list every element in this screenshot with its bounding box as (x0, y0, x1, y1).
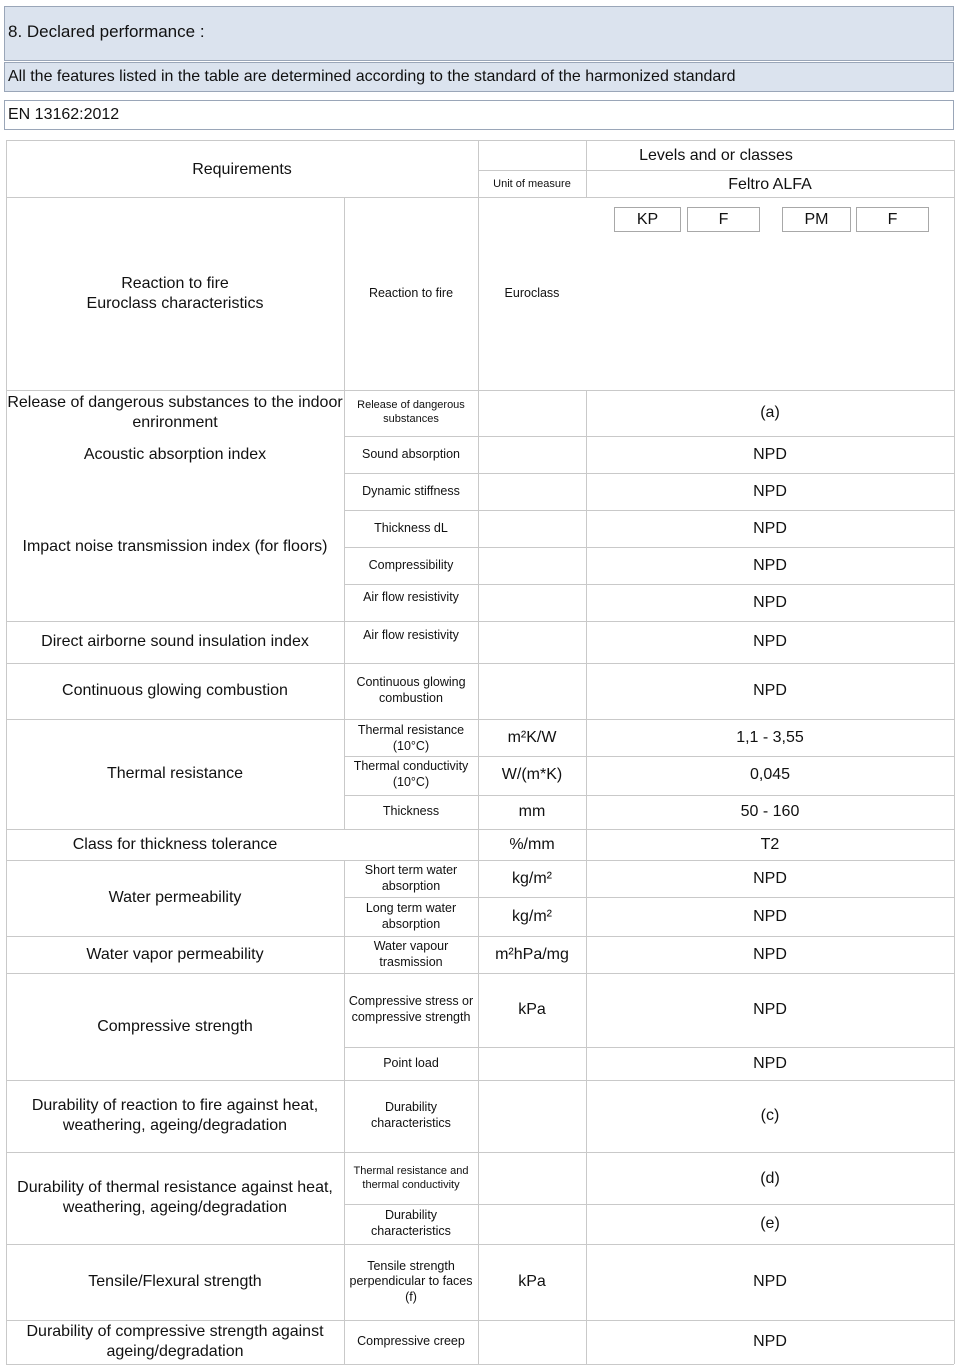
req-compressive-strength: Compressive strength (97, 1017, 253, 1035)
unit-header: Unit of measure (493, 177, 571, 190)
value-durability-thermal-e: (e) (760, 1215, 780, 1232)
char-compressive-creep: Compressive creep (357, 1334, 465, 1349)
char-reaction-to-fire: Reaction to fire (368, 286, 454, 301)
unit-thermal-conductivity: W/(m*K) (501, 765, 563, 783)
req-compressive-creep: Durability of compressive strength against ageing/degradation (26, 1323, 324, 1360)
section-title: 8. Declared performance : (8, 22, 205, 42)
char-short-term-water: Short term water absorption (364, 863, 458, 893)
unit-thickness-tolerance: %/mm (509, 835, 555, 853)
req-dangerous-substances: Release of dangerous substances to the indoor enrironment (7, 394, 343, 431)
char-water-vapour: Water vapour trasmission (373, 939, 449, 969)
table-rule (6, 1364, 954, 1365)
value-point-load: NPD (753, 1054, 787, 1072)
req-thickness-tolerance: Class for thickness tolerance (72, 835, 278, 853)
value-air-flow-resistivity: NPD (753, 593, 787, 611)
char-glowing-combustion: Continuous glowing combustion (356, 675, 466, 705)
unit-euroclass: Euroclass (504, 286, 560, 301)
char-air-flow-resistivity: Air flow resistivity (363, 590, 459, 605)
value-compressibility: NPD (753, 556, 787, 574)
char-dynamic-stiffness: Dynamic stiffness (362, 483, 460, 498)
req-acoustic-absorption: Acoustic absorption index (83, 445, 267, 463)
product-name: Feltro ALFA (728, 175, 812, 193)
value-thickness: 50 - 160 (740, 803, 800, 820)
class-pm: PM (782, 207, 851, 232)
class-f-2: F (856, 207, 929, 232)
char-thermal-res-cond: Thermal resistance and thermal conductivity (353, 1165, 469, 1191)
req-thermal-resistance: Thermal resistance (106, 765, 244, 782)
char-sound-absorption: Sound absorption (362, 446, 460, 461)
req-water-permeability: Water permeability (108, 889, 242, 906)
value-long-term-water: NPD (753, 907, 787, 925)
char-tensile-strength: Tensile strength perpendicular to faces (f) (349, 1258, 473, 1304)
char-thermal-conductivity: Thermal conductivity (10°C) (353, 759, 469, 789)
unit-long-term-water: kg/m² (512, 907, 552, 925)
char-point-load: Point load (383, 1055, 439, 1070)
class-kp: KP (614, 207, 681, 232)
value-compressive-stress: NPD (753, 1001, 787, 1018)
char-dangerous-substances: Release of dangerous substances (357, 399, 465, 425)
value-thermal-conductivity: 0,045 (749, 765, 791, 783)
value-tensile-strength: NPD (753, 1273, 787, 1290)
value-glowing-combustion: NPD (753, 682, 787, 699)
char-durability-characteristics: Durability characteristics (371, 1208, 451, 1238)
char-compressive-stress: Compressive stress or compressive strength (348, 994, 474, 1024)
req-reaction-to-fire: Reaction to fire Euroclass characteristics (86, 275, 264, 312)
standard-note: All the features listed in the table are determined according to the standard of the harmonized standard (8, 68, 736, 85)
unit-tensile-strength: kPa (518, 1273, 546, 1290)
value-water-vapour: NPD (753, 945, 787, 963)
char-durability-fire: Durability characteristics (371, 1100, 451, 1130)
req-glowing-combustion: Continuous glowing combustion (62, 682, 288, 699)
req-durability-fire: Durability of reaction to fire against heat, weathering, ageing/degradation (31, 1097, 319, 1134)
req-durability-thermal: Durability of thermal resistance against heat, weathering, ageing/degradation (17, 1179, 333, 1216)
value-thickness-dl: NPD (753, 519, 787, 537)
standard-code: EN 13162:2012 (8, 106, 120, 123)
value-durability-fire: (c) (760, 1107, 780, 1124)
value-thickness-tolerance: T2 (760, 835, 780, 853)
levels-header: Levels and or classes (639, 147, 793, 164)
unit-thermal-resistance: m²K/W (507, 728, 557, 746)
char-long-term-water: Long term water absorption (365, 901, 457, 931)
value-dynamic-stiffness: NPD (753, 482, 787, 500)
char-compressibility: Compressibility (368, 557, 454, 572)
value-thermal-resistance: 1,1 - 3,55 (736, 728, 804, 746)
value-short-term-water: NPD (753, 869, 787, 887)
unit-water-vapour: m²hPa/mg (495, 945, 569, 963)
value-compressive-creep: NPD (753, 1333, 787, 1350)
char-thickness: Thickness (382, 804, 440, 819)
value-direct-airborne: NPD (753, 633, 787, 650)
char-thermal-resistance: Thermal resistance (10°C) (357, 723, 465, 753)
unit-thickness: mm (518, 803, 546, 820)
value-durability-thermal-d: (d) (760, 1170, 780, 1187)
req-impact-noise: Impact noise transmission index (for floors) (22, 538, 328, 555)
table-rule (344, 860, 345, 1364)
char-thickness-dl: Thickness dL (374, 520, 448, 535)
value-sound-absorption: NPD (753, 445, 787, 463)
requirements-header: Requirements (192, 160, 292, 178)
req-direct-airborne: Direct airborne sound insulation index (41, 633, 309, 650)
table-rule (954, 140, 955, 1364)
standard-box (4, 100, 954, 130)
unit-compressive-stress: kPa (518, 1001, 546, 1018)
req-water-vapor: Water vapor permeability (86, 945, 264, 963)
char-direct-air-flow: Air flow resistivity (363, 628, 459, 643)
value-dangerous-substances: (a) (760, 404, 780, 421)
req-tensile-strength: Tensile/Flexural strength (88, 1273, 262, 1290)
class-f: F (687, 207, 760, 232)
unit-short-term-water: kg/m² (512, 869, 552, 887)
